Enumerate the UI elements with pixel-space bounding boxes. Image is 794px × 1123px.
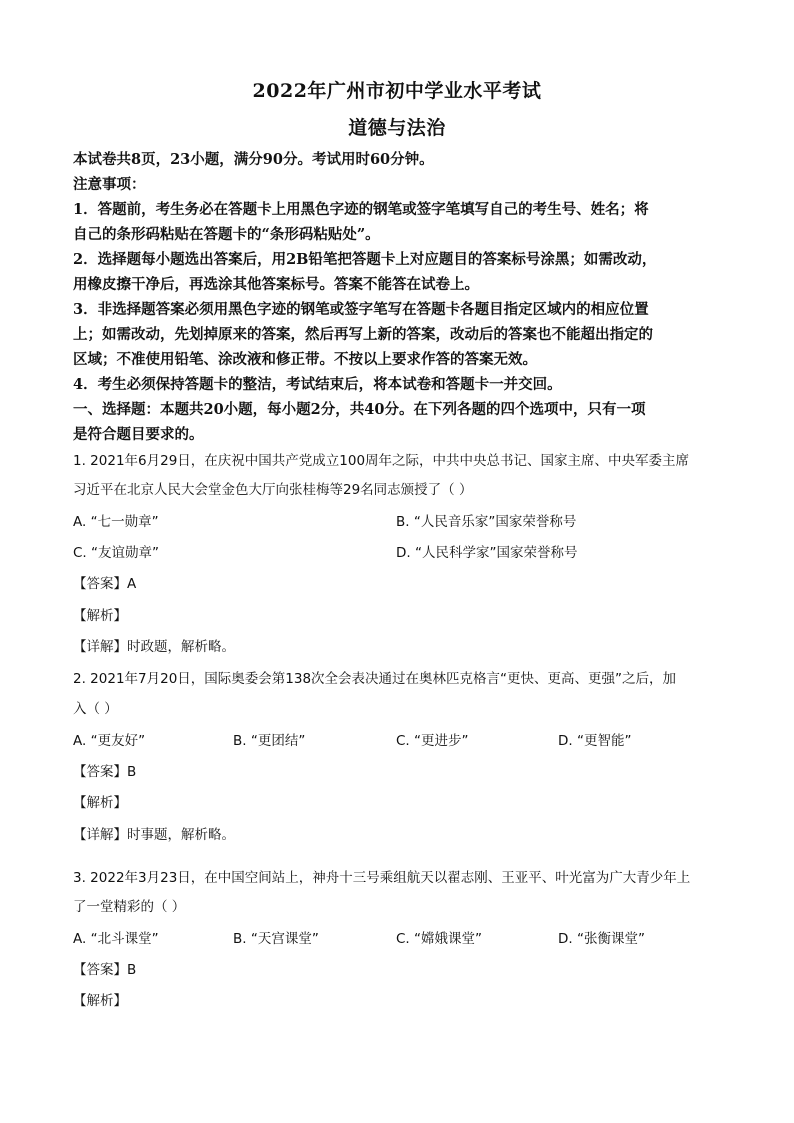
note-line: 2．选择题每小题选出答案后，用2B铅笔把答题卡上对应题目的答案标号涂黑；如需改动， xyxy=(73,251,657,268)
note-line: 1．答题前，考生务必在答题卡上用黑色字迹的钢笔或签字笔填写自己的考生号、姓名；将 xyxy=(73,201,649,218)
note-line: 区域；不准使用铅笔、涂改液和修正带。不按以上要求作答的答案无效。 xyxy=(73,351,537,368)
exam-summary: 本试卷共8页，23小题，满分90分。考试用时60分钟。 xyxy=(73,151,434,168)
option-c: C. “更进步” xyxy=(396,733,469,749)
note-line: 自己的条形码粘贴在答题卡的“条形码粘贴处”。 xyxy=(73,226,380,243)
note-line: 用橡皮擦干净后，再选涂其他答案标号。答案不能答在试卷上。 xyxy=(73,276,479,293)
analysis: 【解析】 xyxy=(73,795,127,811)
answer: 【答案】B xyxy=(73,764,137,780)
option-c: C. “友谊勋章” xyxy=(73,545,159,561)
question-stem: 2. 2021年7月20日，国际奥委会第138次全会表决通过在奥林匹克格言“更快、更高、更强”之后，加 xyxy=(73,671,677,687)
question-stem: 习近平在北京人民大会堂金色大厅向张桂梅等29名同志颁授了（ ） xyxy=(73,482,473,498)
question-stem: 1. 2021年6月29日，在庆祝中国共产党成立100周年之际，中共中央总书记、国家主席、中央军委主席 xyxy=(73,453,690,469)
notice-heading: 注意事项： xyxy=(73,176,146,193)
answer: 【答案】B xyxy=(73,962,137,978)
section-heading: 一、选择题：本题共20小题，每小题2分，共40分。在下列各题的四个选项中，只有一项 xyxy=(73,401,646,418)
option-d: D. “更智能” xyxy=(558,733,632,749)
option-b: B. “天宫课堂” xyxy=(233,931,319,947)
exam-title: 2022年广州市初中学业水平考试 xyxy=(252,80,542,102)
note-line: 4．考生必须保持答题卡的整洁，考试结束后，将本试卷和答题卡一并交回。 xyxy=(73,376,562,393)
question-stem: 3. 2022年3月23日，在中国空间站上，神舟十三号乘组航天以翟志刚、王亚平、叶光富为广大青少年上 xyxy=(73,870,691,886)
option-d: D. “人民科学家”国家荣誉称号 xyxy=(396,545,578,561)
question-stem: 入（ ） xyxy=(73,701,118,717)
section-heading-cont: 是符合题目要求的。 xyxy=(73,426,204,443)
detail: 【详解】时事题，解析略。 xyxy=(73,827,235,843)
option-a: A. “北斗课堂” xyxy=(73,931,159,947)
note-line: 3．非选择题答案必须用黑色字迹的钢笔或签字笔写在答题卡各题目指定区域内的相应位置 xyxy=(73,301,649,318)
analysis: 【解析】 xyxy=(73,608,127,624)
detail: 【详解】时政题，解析略。 xyxy=(73,639,235,655)
option-c: C. “嫦娥课堂” xyxy=(396,931,482,947)
option-b: B. “人民音乐家”国家荣誉称号 xyxy=(396,514,577,530)
question-stem: 了一堂精彩的（ ） xyxy=(73,899,186,915)
analysis: 【解析】 xyxy=(73,993,127,1009)
subject-title: 道德与法治 xyxy=(348,117,446,139)
option-b: B. “更团结” xyxy=(233,733,306,749)
note-line: 上；如需改动，先划掉原来的答案，然后再写上新的答案，改动后的答案也不能超出指定的 xyxy=(73,326,653,343)
option-a: A. “七一勋章” xyxy=(73,514,159,530)
option-a: A. “更友好” xyxy=(73,733,146,749)
answer: 【答案】A xyxy=(73,576,137,592)
option-d: D. “张衡课堂” xyxy=(558,931,645,947)
